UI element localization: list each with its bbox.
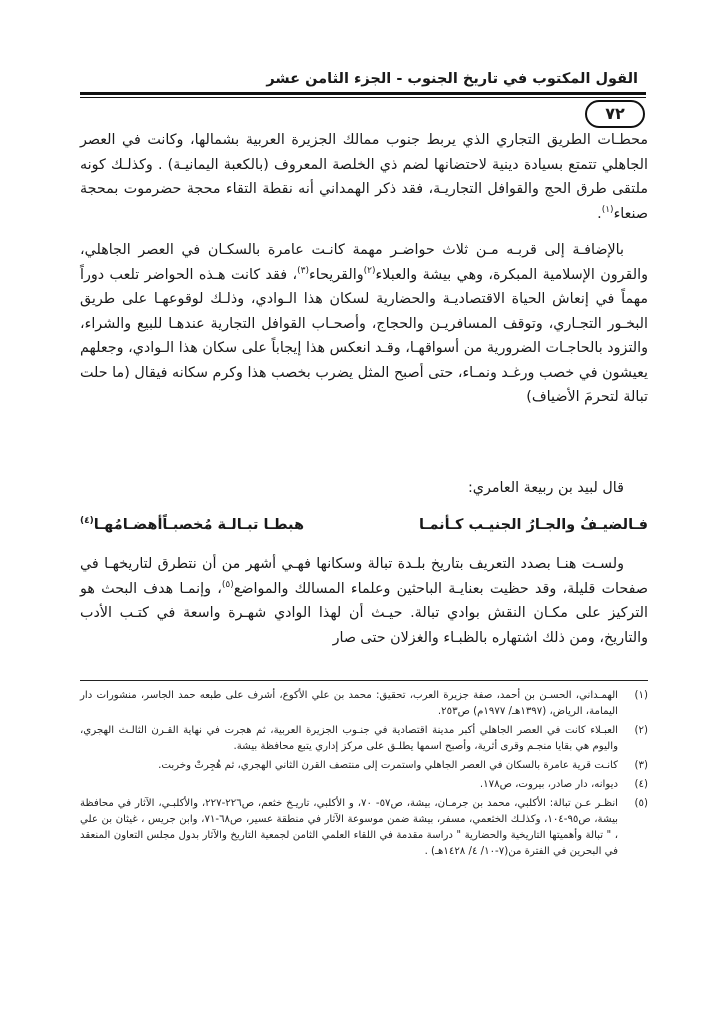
paragraph-2-text-b: والقريحاء [308, 266, 364, 283]
footnote-ref-4: (٤) [80, 516, 94, 527]
footnote-ref-2: (٢) [363, 265, 376, 276]
paragraph-2 [80, 238, 648, 410]
paragraph-2-text-a: بالإضافـة إلى قربـه مـن ثلاث حواضـر مهمة كانـت عامرة بالسكـان في العصر الجاهلي، والقرون الإسلامية المبكرة، وهي بيشة والعبلاء [80, 242, 648, 283]
verse-second-hemistich-text: هبطـا تبـالـة مُخصبـاًأهضـامُهـا [93, 517, 304, 533]
footnote-ref-3: (٣) [297, 265, 309, 276]
header-rule [80, 92, 646, 95]
paragraph-3-text-b: ، وإنمـا هدف البحث هو التركيز على مكـان النقش بوادي تبالة. حيـث أن لهذا الوادي شهـرة واسعة في كتـب الأدب والتاريخ، ومن ذلك اشتهاره بالظبـاء والغزلان حتى صار [80, 580, 648, 646]
footnote-3 [80, 758, 648, 774]
body-text-continued [80, 552, 648, 650]
paragraph-1 [80, 128, 648, 226]
footnote-separator [80, 680, 648, 681]
paragraph-1-end: . [597, 205, 602, 222]
paragraph-1-text: محطـات الطريق التجاري الذي يربط جنوب ممالك الجزيرة العربية بشمالها، وكانت في العصر الجاهلي تتمتع بسيادة دينية لاحتضانها لضم ذي الخلصة المعروف (بالكعبة اليمانيـة) . وكذلـك كونه ملتقى طرق الحج والقوافل التجاريـة، فقد ذكر الهمداني أنه نقطة التقاء محجة حضرموت بمحجة صنعاء [80, 132, 648, 222]
poetry-verse [80, 512, 648, 538]
footnote-text: الهمـداني، الحسـن بن أحمد، صفة جزيرة العرب، تحقيق: محمد بن علي الأكوع، أشرف على طبعه حمد الجاسر، منشورات دار اليمامة، الرياض، (١٣٩٧هـ/ ١٩٧٧م) ص٢٥٣. [80, 690, 618, 717]
verse-first-hemistich: فـالضيـفُ والجـارُ الجنيـب كـأنمـا [419, 517, 648, 533]
footnote-ref-1: (١) [601, 204, 614, 215]
footnote-number: (٣) [634, 760, 648, 771]
body-text [80, 128, 648, 422]
footnote-text: ديوانه، دار صادر، بيروت، ص١٧٨. [479, 779, 618, 790]
footnote-4 [80, 777, 648, 793]
footnote-2 [80, 723, 648, 755]
paragraph-3-text-a: ولسـت هنـا بصدد التعريف بتاريخ بلـدة تبالة وسكانها فهـي أشهر من أن نتطرق لتاريخهـا في صفحات قليلة، وقد حظيت بعنايـة الباحثين وعلماء المسالك والمواضع [80, 556, 648, 597]
paragraph-3 [80, 552, 648, 650]
footnote-number: (٤) [634, 779, 648, 790]
footnote-number: (٢) [634, 725, 648, 736]
footnote-ref-5: (٥) [221, 579, 234, 590]
running-header-title: القول المكتوب في تاريخ الجنوب - الجزء الثامن عشر [266, 71, 638, 87]
footnote-text: انظـر عـن تبالة: الأكلبي، محمد بن جرمـان، بيشة، ص٥٧- ٧٠، و الأكلبي، تاريـخ خثعم، ص٢٢٦-٢٢٧، والأكلبـي، الآثار في محافظة بيشة، ص٩٥-١٠٤، وكذلـك الخثعمي، مسفر، بيشة ضمن موسوعة الآثار في منطقة عسير، ص٦٨-٧١، وابن جريس ، غيثان بن علي ، " تبالة وأهميتها التاريخية والحضارية " دراسة مقدمة في اللقاء العلمي الثامن لجمعية التاريخ والآثار بدول مجلس التعاون المنعقد في البحرين في الفترة من(٧-١٠/ ٤/ ١٤٢٨هـ) . [80, 798, 618, 857]
footnote-5 [80, 796, 648, 860]
verse-intro: قال لبيد بن ربيعة العامري: [467, 480, 624, 496]
footnotes [80, 688, 648, 863]
footnote-text: العبـلاء كانت في العصر الجاهلي أكبر مدينة اقتصادية في جنـوب الجزيرة العربية، ثم هجرت في نهاية القـرن الثالـث الهجري، واليوم هي بقايا منجـم وقرى أثرية، وأصبح اسمها يطلـق على مركز إداري يتبع محافظة بيشة. [80, 725, 618, 752]
header-rule-thin [80, 97, 646, 98]
page-number: ٧٢ [585, 100, 645, 128]
paragraph-2-text-c: ، فقد كانت هـذه الحواضر تلعب دوراً مهماً في إنعاش الحياة الاقتصاديـة والحضارية لسكان هذا الـوادي، وذلـك لوقوعهـا على طريق البخـور التجـاري، وتوقف المسافريـن والحجاج، وأصحـاب القوافل التجارية عندهـا للبيع والشراء، والتزود بالحاجـات الضرورية من أسواقهـا، وقـد انعكس هذا إيجاباً على سكان هذا الـوادي، وجعلهم يعيشون في خصب ورغـد ونمـاء، حتى أصبح المثل يضرب بخصب هذا وكرم سكانه فيقال (ما حلت تبالة لتحرمَ الأضياف) [80, 266, 648, 405]
footnote-number: (٥) [634, 798, 648, 809]
footnote-text: كانـت قرية عامرة بالسكان في العصر الجاهلي واستمرت إلى منتصف القرن الثاني الهجري، ثم هُجِرتْ وخربت. [158, 760, 618, 771]
footnote-1 [80, 688, 648, 720]
footnote-number: (١) [634, 690, 648, 701]
verse-second-hemistich [80, 512, 304, 538]
